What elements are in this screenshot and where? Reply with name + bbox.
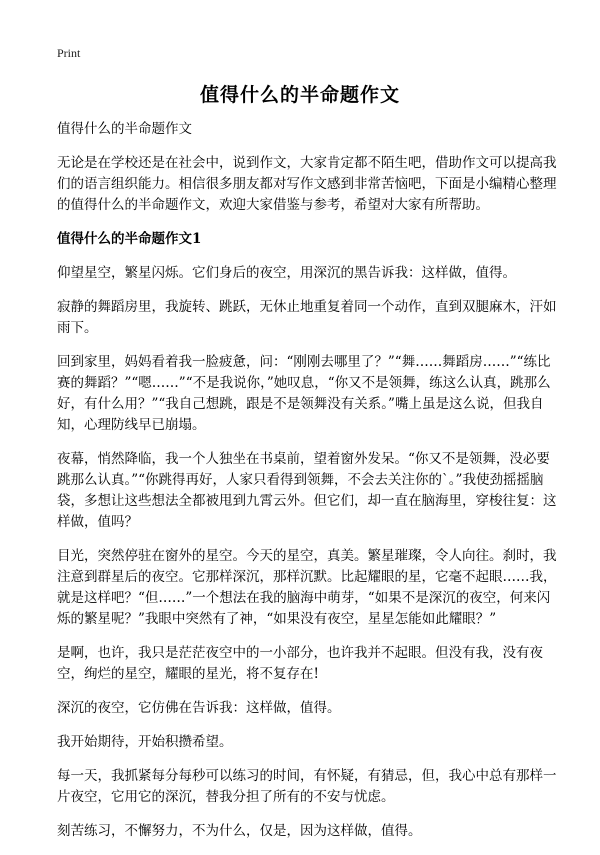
body-paragraph: 是啊，也许，我只是茫茫夜空中的一小部分，也许我并不起眼。但没有我，没有夜空，绚烂的星空，耀眼的星光，将不复存在!: [57, 645, 543, 682]
intro-paragraph: 无论是在学校还是在社会中，说到作文，大家肯定都不陌生吧，借助作文可以提高我们的语言组织能力。相信很多朋友都对写作文感到非常苦恼吧，下面是小编精心整理的值得什么的半命题作文，欢迎大家借鉴与参考，希望对大家有所帮助。: [57, 155, 557, 213]
body-paragraph: 寂静的舞蹈房里，我旋转、跳跃，无休止地重复着同一个动作，直到双腿麻木，汗如雨下。: [57, 299, 557, 336]
body-paragraph: 夜幕，悄然降临，我一个人独坐在书桌前，望着窗外发呆。“你又不是领舞，没必要跳那么认真。”“你跳得再好，人家只看得到领舞，不会去关注你的`。”我使劲摇摇脑袋，多想让这些想法全都被甩到九霄云外。但它们，却一直在脑海里，穿梭往复：这样做，值吗？: [57, 451, 557, 530]
body-paragraph: 深沉的夜空，它仿佛在告诉我：这样做，值得。: [57, 700, 341, 716]
body-paragraph: 仰望星空，繁星闪烁。它们身后的夜空，用深沉的黑告诉我：这样做，值得。: [57, 265, 516, 281]
print-label: Print: [57, 46, 81, 60]
document-subtitle: 值得什么的半命题作文: [57, 121, 192, 137]
section-heading: 值得什么的半命题作文1: [57, 231, 202, 247]
body-paragraph: 每一天，我抓紧每分每秒可以练习的时间，有怀疑，有猜忌，但，我心中总有那样一片夜空，它用它的深沉，替我分担了所有的不安与忧虑。: [57, 768, 557, 805]
body-paragraph: 回到家里，妈妈看着我一脸疲惫，问：“刚刚去哪里了？”“舞……舞蹈房……”“练比赛的舞蹈？”“嗯……”“不是我说你，”她叹息，“你又不是领舞，练这么认真，跳那么好，有什么用？”“我自己想跳，跟是不是领舞没有关系。”嘴上虽是这么说，但我自知，心理防线早已崩塌。: [57, 354, 551, 433]
document-title: 值得什么的半命题作文: [199, 84, 400, 106]
document-body: [57, 119, 557, 855]
body-paragraph: 刻苦练习，不懈努力，不为什么，仅是，因为这样做，值得。: [57, 823, 422, 839]
body-paragraph: 我开始期待，开始积攒希望。: [57, 734, 233, 750]
body-paragraph: 目光，突然停驻在窗外的星空。今天的星空，真美。繁星璀璨，令人向往。刹时，我注意到群星后的夜空。它那样深沉，那样沉默。比起耀眼的星，它毫不起眼……我，就是这样吧？“但……”一个想法在我的脑海中萌芽，“如果不是深沉的夜空，何来闪烁的繁星呢？”我眼中突然有了神，“如果没有夜空，星星怎能如此耀眼？”: [57, 548, 557, 627]
